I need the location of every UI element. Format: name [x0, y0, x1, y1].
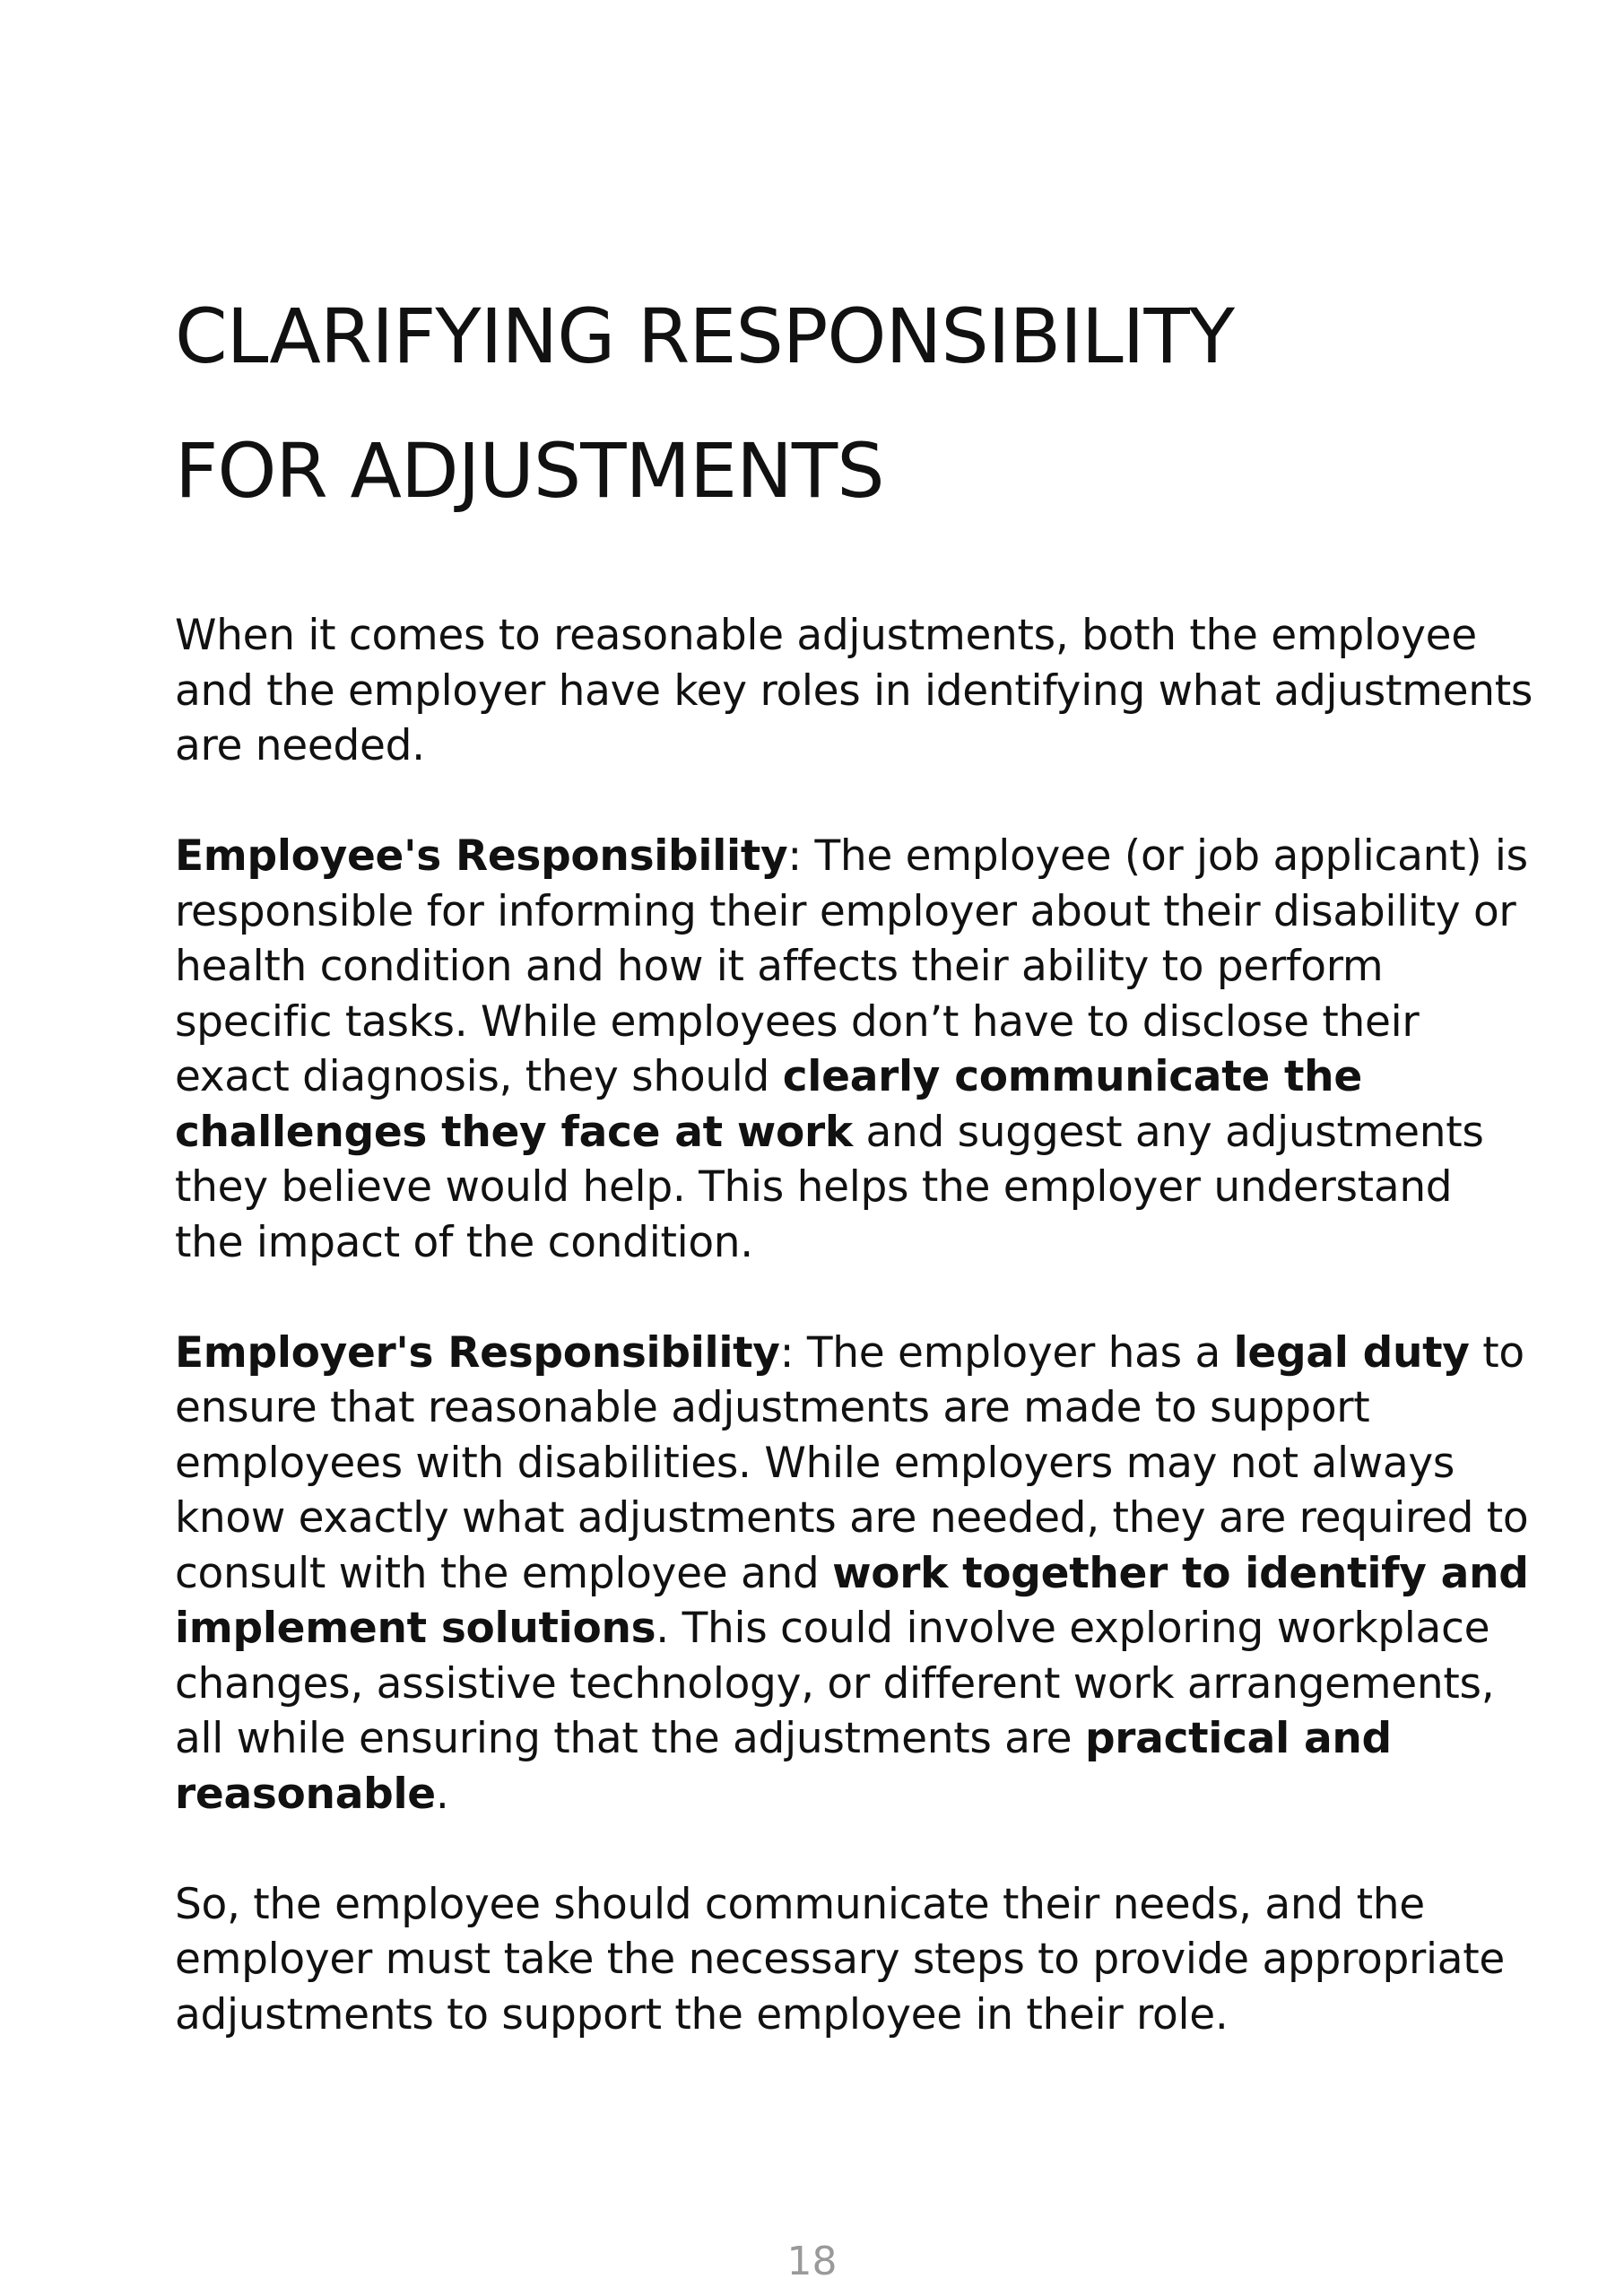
text-line: the impact of the condition.: [175, 1217, 753, 1267]
text-line: responsible for informing their employer about their disability or: [175, 886, 1516, 936]
emphasis: implement solutions: [175, 1604, 656, 1653]
text-line: specific tasks. While employees don’t have to disclose their: [175, 996, 1420, 1047]
body-text: [175, 608, 1533, 2042]
page-title: [175, 269, 1484, 538]
text-line: ensure that reasonable adjustments are made to support: [175, 1383, 1370, 1432]
text-line: [175, 1711, 1484, 1767]
employer-responsibility-heading: Employer's Responsibility: [175, 1327, 780, 1378]
text-fragment: to: [1469, 1327, 1524, 1378]
text-fragment: all while ensuring that the adjustments are: [175, 1714, 1085, 1763]
text-line: When it comes to reasonable adjustments, both the employee: [175, 611, 1477, 660]
text-line: changes, assistive technology, or different work arrangements,: [175, 1658, 1495, 1709]
text-fragment: : The employer has a: [779, 1327, 1234, 1378]
conclusion-paragraph: [175, 1877, 1506, 2043]
page-content: [175, 269, 1533, 2098]
text-line: [175, 1049, 1484, 1105]
emphasis: work together to identify and: [832, 1548, 1529, 1598]
text-fragment: . This could involve exploring workplace: [656, 1604, 1490, 1653]
text-line: [175, 1326, 1524, 1381]
text-fragment: consult with the employee and: [175, 1548, 833, 1598]
text-fragment: and suggest any adjustments: [852, 1107, 1484, 1157]
text-line: employees with disabilities. While employers may not always: [175, 1438, 1455, 1488]
title-line-2: FOR ADJUSTMENTS: [175, 427, 884, 515]
text-line: [175, 1767, 1484, 1822]
employee-responsibility-paragraph: [175, 829, 1528, 1270]
text-line: they believe would help. This helps the employer understand: [175, 1162, 1453, 1212]
text-line: [175, 829, 1528, 884]
text-line: So, the employee should communicate their needs, and the: [175, 1879, 1425, 1929]
emphasis: challenges they face at work: [175, 1107, 853, 1157]
title-line-1: CLARIFYING RESPONSIBILITY: [175, 292, 1235, 380]
emphasis: practical and: [1084, 1714, 1392, 1763]
emphasis: reasonable: [175, 1769, 436, 1819]
employer-responsibility-paragraph: [175, 1326, 1529, 1822]
text-line: health condition and how it affects their ability to perform: [175, 942, 1384, 991]
text-line: are needed.: [175, 721, 425, 770]
emphasis: clearly communicate the: [782, 1052, 1362, 1101]
text-line: know exactly what adjustments are needed, they are required to: [175, 1493, 1529, 1543]
text-fragment: : The employee (or job applicant) is: [787, 831, 1528, 881]
page-number: 18: [786, 2239, 838, 2284]
text-fragment: .: [435, 1769, 449, 1819]
intro-paragraph: [175, 608, 1533, 774]
text-line: employer must take the necessary steps to provide appropriate: [175, 1935, 1506, 1984]
text-line: [175, 1546, 1529, 1602]
text-line: [175, 1601, 1490, 1657]
emphasis: legal duty: [1233, 1327, 1470, 1378]
employee-responsibility-heading: Employee's Responsibility: [175, 831, 788, 881]
text-line: [175, 1105, 1484, 1161]
text-line: and the employer have key roles in identifying what adjustments: [175, 665, 1533, 716]
text-line: adjustments to support the employee in their role.: [175, 1989, 1229, 2039]
text-fragment: exact diagnosis, they should: [175, 1052, 783, 1101]
